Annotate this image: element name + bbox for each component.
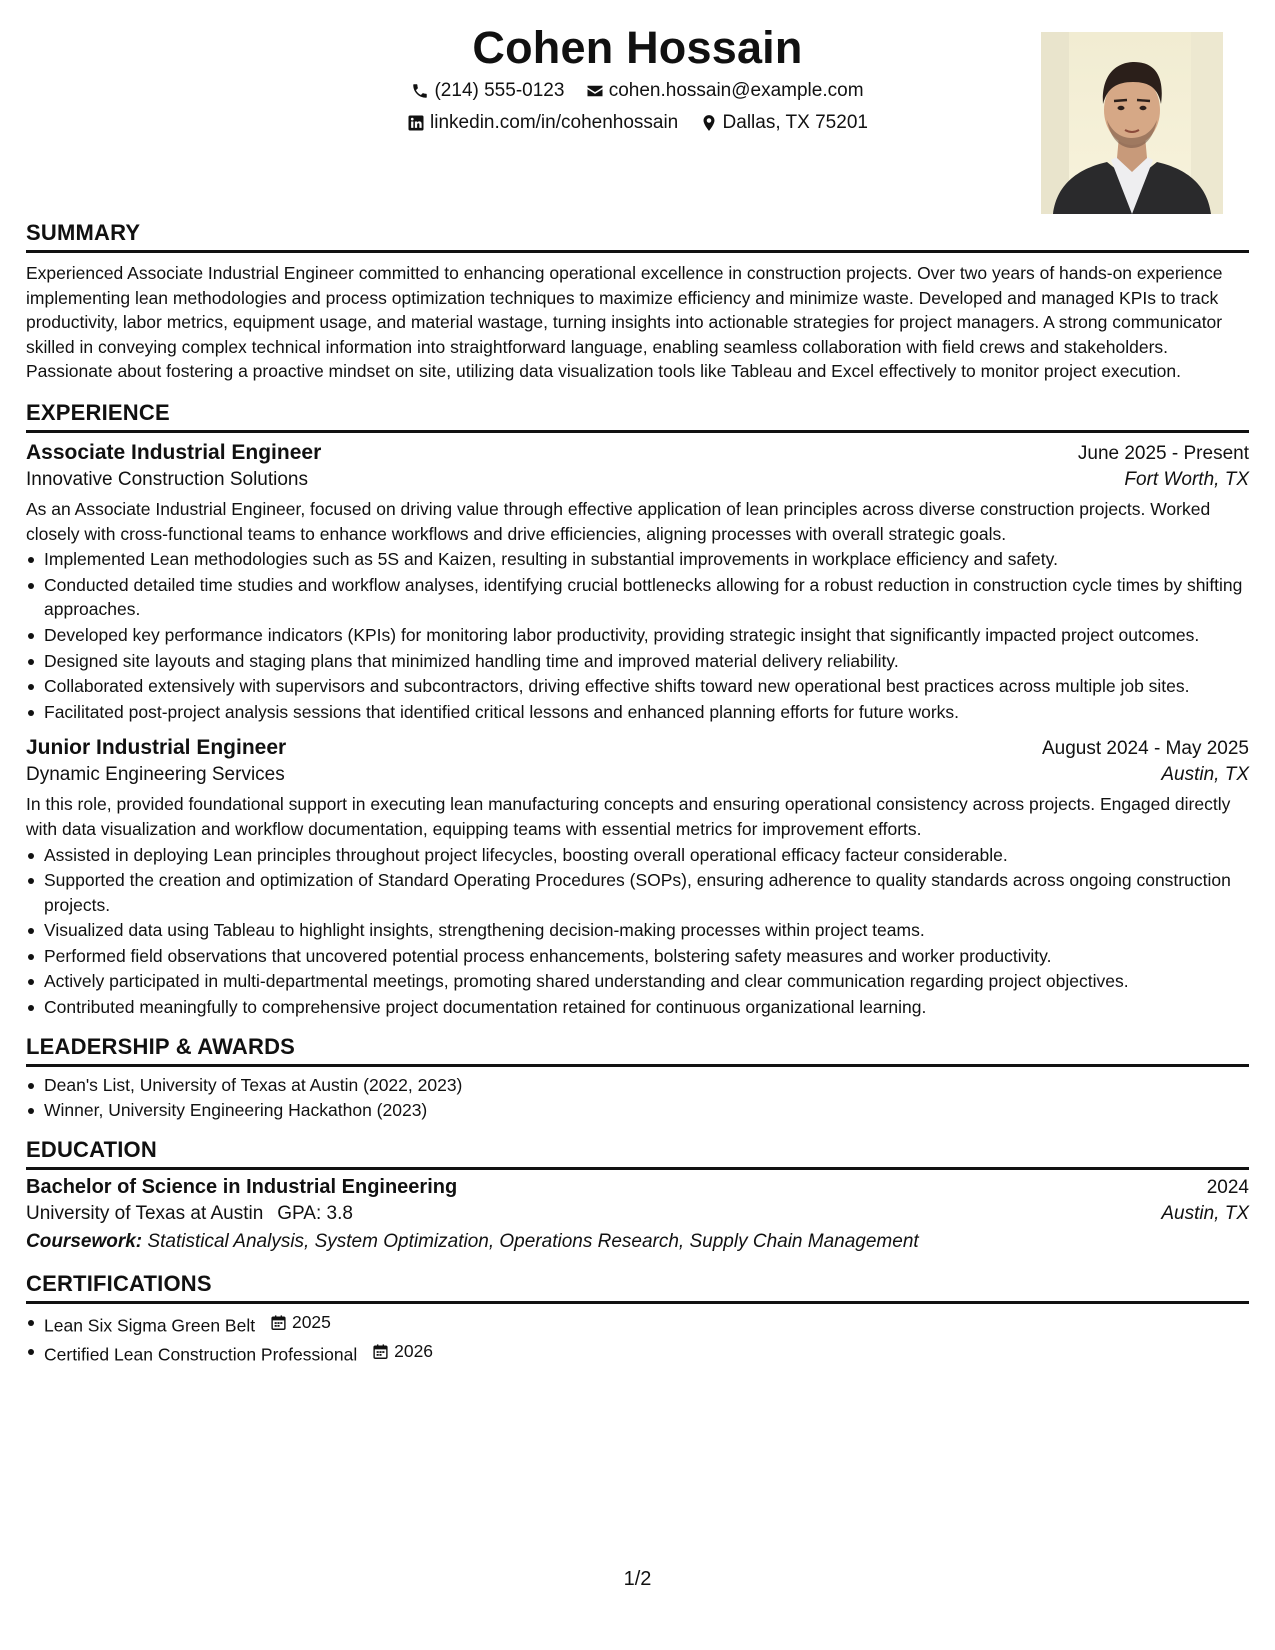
list-item: Winner, University Engineering Hackathon (2023) (26, 1098, 1249, 1123)
list-item (26, 1339, 1249, 1367)
cert-name: Certified Lean Construction Professional (44, 1344, 358, 1365)
location-contact (700, 112, 868, 134)
cert-date (270, 1310, 331, 1335)
list-item: Collaborated extensively with supervisors and subcontractors, driving effective shifts toward new operational best practices across multiple job sites. (26, 674, 1249, 699)
coursework-text: Statistical Analysis, System Optimization, Operations Research, Supply Chain Management (147, 1230, 919, 1252)
list-item: Conducted detailed time studies and workflow analyses, identifying crucial bottlenecks allowing for a robust reduction in construction cycle times by shifting approaches. (26, 573, 1249, 622)
awards-list (26, 1073, 1249, 1123)
envelope-icon (586, 82, 604, 100)
cert-year: 2026 (394, 1340, 434, 1361)
summary-heading: SUMMARY (26, 220, 1249, 253)
page-number: 1/2 (623, 1568, 652, 1590)
list-item (26, 1310, 1249, 1338)
gpa-text: GPA: 3.8 (277, 1202, 353, 1224)
education-heading: EDUCATION (26, 1137, 1249, 1170)
map-pin-icon (700, 114, 718, 132)
list-item: Assisted in deploying Lean principles throughout project lifecycles, boosting overall operational efficacy facteur considerable. (26, 843, 1249, 868)
email-link[interactable]: cohen.hossain@example.com (608, 80, 864, 101)
list-item: Dean's List, University of Texas at Austin (2022, 2023) (26, 1073, 1249, 1098)
phone-text: (214) 555-0123 (434, 80, 565, 101)
cert-date (372, 1339, 433, 1364)
job-title: Junior Industrial Engineer (26, 736, 287, 760)
list-item: Supported the creation and optimization of Standard Operating Procedures (SOPs), ensuring adherence to quality standards across ongoing construction projects. (26, 868, 1249, 917)
job-description: As an Associate Industrial Engineer, focused on driving value through effective application of lean principles across diverse construction projects. Worked closely with cross-functional teams to enhance workflows and drive efficiencies, aligning processes with overall strategic goals. (26, 498, 1211, 544)
list-item: Performed field observations that uncovered potential process enhancements, bolstering safety measures and worker productivity. (26, 944, 1249, 969)
coursework-label: Coursework: (26, 1230, 143, 1252)
degree-title: Bachelor of Science in Industrial Engineering (26, 1175, 458, 1198)
list-item: Visualized data using Tableau to highlight insights, strengthening decision-making processes within project teams. (26, 918, 1249, 943)
cert-name: Lean Six Sigma Green Belt (44, 1315, 256, 1336)
graduation-year: 2024 (1206, 1176, 1249, 1198)
leadership-heading: LEADERSHIP & AWARDS (26, 1034, 1249, 1067)
email-contact[interactable] (586, 80, 864, 102)
school-info (26, 1203, 353, 1225)
candidate-name: Cohen Hossain (472, 22, 803, 73)
job-entry (26, 441, 1249, 724)
linkedin-link[interactable]: linkedin.com/in/cohenhossain (430, 112, 679, 133)
profile-photo (1041, 32, 1223, 214)
job-dates: August 2024 - May 2025 (1041, 738, 1249, 760)
job-location: Austin, TX (1161, 764, 1249, 786)
job-description: In this role, provided foundational support in executing lean manufacturing concepts and ensuring operational consistency across projects. Engaged directly with data visualization and workflow documentation, equipping teams with essential metrics for improvement efforts. (26, 794, 1231, 839)
resume-header (26, 0, 1249, 220)
calendar-icon (372, 1342, 390, 1360)
job-location: Fort Worth, TX (1124, 468, 1249, 490)
cert-year: 2025 (291, 1311, 331, 1332)
company-name: Dynamic Engineering Services (26, 764, 285, 786)
phone-icon (411, 82, 429, 100)
experience-section (26, 400, 1249, 1020)
school-location: Austin, TX (1161, 1202, 1249, 1224)
linkedin-contact[interactable] (407, 112, 678, 134)
job-bullets (26, 843, 1249, 1020)
list-item: Actively participated in multi-departmental meetings, promoting shared understanding and clear communication regarding project objectives. (26, 969, 1249, 994)
list-item: Facilitated post-project analysis sessions that identified critical lessons and enhanced planning efforts for future works. (26, 700, 1249, 725)
job-title: Associate Industrial Engineer (26, 440, 322, 464)
leadership-section (26, 1034, 1249, 1123)
list-item: Contributed meaningfully to comprehensive project documentation retained for continuous organizational learning. (26, 995, 1249, 1020)
list-item: Implemented Lean methodologies such as 5S and Kaizen, resulting in substantial improvements in workplace efficiency and safety. (26, 547, 1249, 572)
linkedin-icon (407, 114, 425, 132)
job-bullets (26, 547, 1249, 724)
phone-contact (411, 80, 564, 102)
company-name: Innovative Construction Solutions (26, 468, 308, 490)
summary-text: Experienced Associate Industrial Engineer committed to enhancing operational excellence in construction projects. Over two years of hands-on experience implementing lean methodologies and process optimization techniques to maximize efficiency and minimize waste. Developed and managed KPIs to track productivity, labor metrics, equipment usage, and material wastage, turning insights into actionable strategies for project managers. A strong communicator skilled in conveying complex technical information into straightforward language, enabling seamless collaboration with field crews and stakeholders. Passionate about fostering a proactive mindset on site, utilizing data visualization tools like Tableau and Excel effectively to monitor project execution. (26, 263, 1223, 382)
education-section (26, 1137, 1249, 1253)
location-text: Dallas, TX 75201 (722, 112, 868, 133)
list-item: Designed site layouts and staging plans that minimized handling time and improved material delivery reliability. (26, 649, 1249, 674)
coursework-line (26, 1231, 1249, 1253)
list-item: Developed key performance indicators (KPIs) for monitoring labor productivity, providing strategic insight that significantly impacted project outcomes. (26, 623, 1249, 648)
certifications-list (26, 1310, 1249, 1367)
job-entry (26, 736, 1249, 1019)
summary-section (26, 220, 1249, 384)
job-dates: June 2025 - Present (1077, 442, 1249, 464)
experience-heading: EXPERIENCE (26, 400, 1249, 433)
certifications-section (26, 1271, 1249, 1367)
school-name: University of Texas at Austin (26, 1202, 264, 1224)
calendar-icon (270, 1313, 288, 1331)
certifications-heading: CERTIFICATIONS (26, 1271, 1249, 1304)
